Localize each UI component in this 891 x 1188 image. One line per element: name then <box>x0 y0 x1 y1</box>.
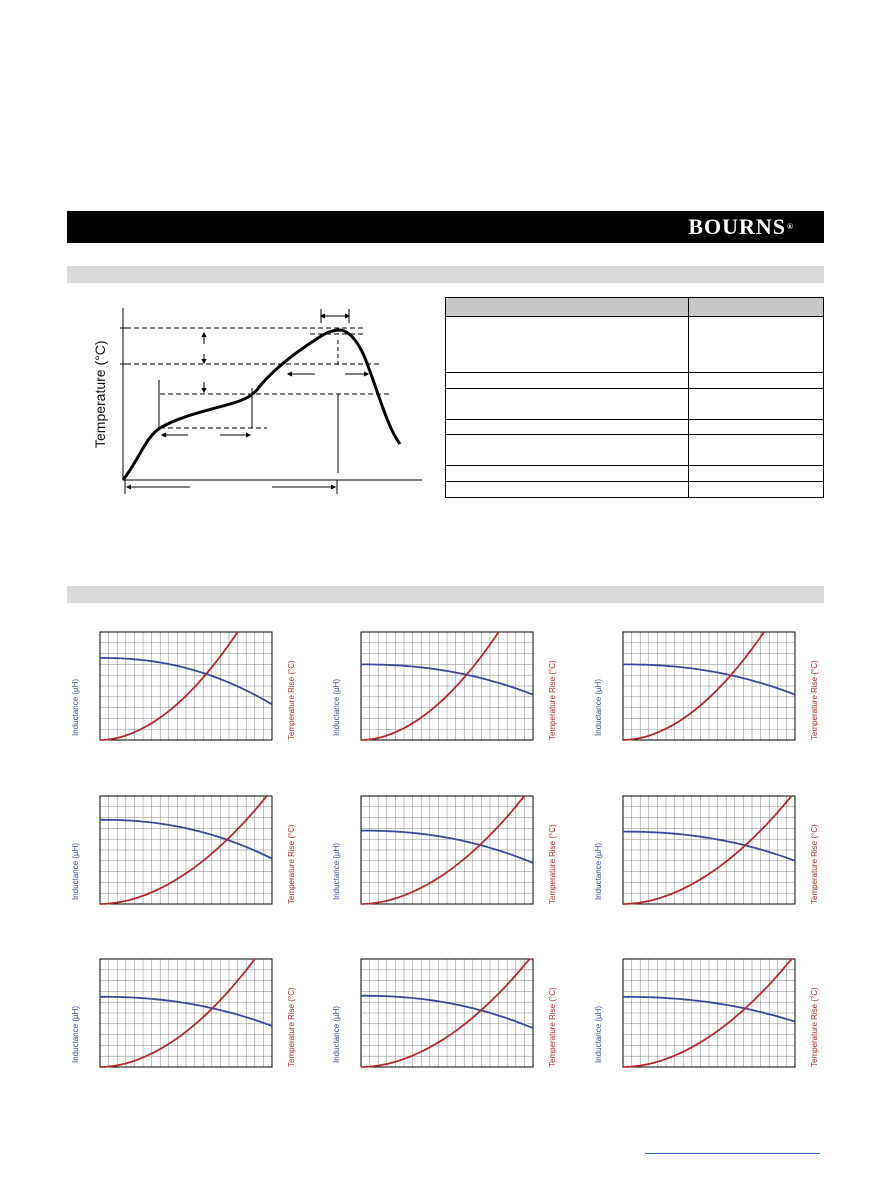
inductance-graph <box>590 630 852 770</box>
table-row <box>446 373 824 389</box>
temperature-rise-axis-label: Temperature Rise (°C) <box>548 660 557 740</box>
inductance-axis-label: Inductance (µH) <box>332 678 341 736</box>
inductance-graph <box>67 630 329 770</box>
inductance-axis-label: Inductance (µH) <box>71 678 80 736</box>
reflow-profile-chart <box>70 298 430 503</box>
inductance-graph <box>590 957 852 1097</box>
inductance-axis-label: Inductance (µH) <box>594 678 603 736</box>
temperature-rise-axis-label: Temperature Rise (°C) <box>287 824 296 904</box>
inductance-graph <box>328 794 590 934</box>
inductance-axis-label: Inductance (µH) <box>332 1005 341 1063</box>
table-row <box>446 420 824 435</box>
section-bar-soldering <box>67 266 824 283</box>
inductance-axis-label: Inductance (µH) <box>594 842 603 900</box>
bourns-logo: BOURNS® <box>688 214 794 239</box>
inductance-graph <box>67 794 329 934</box>
temperature-rise-axis-label: Temperature Rise (°C) <box>287 987 296 1067</box>
inductance-graph <box>328 630 590 770</box>
inductance-axis-label: Inductance (µH) <box>594 1005 603 1063</box>
temperature-rise-axis-label: Temperature Rise (°C) <box>810 660 819 740</box>
temperature-rise-axis-label: Temperature Rise (°C) <box>810 824 819 904</box>
section-bar-performance <box>67 586 824 603</box>
table-row <box>446 466 824 482</box>
spec-header-2 <box>689 298 824 317</box>
table-row <box>446 389 824 420</box>
inductance-axis-label: Inductance (µH) <box>71 842 80 900</box>
temperature-rise-axis-label: Temperature Rise (°C) <box>548 987 557 1067</box>
table-row <box>446 435 824 466</box>
inductance-graph <box>328 957 590 1097</box>
table-row <box>446 482 824 498</box>
inductance-axis-label: Inductance (µH) <box>71 1005 80 1063</box>
temperature-rise-axis-label: Temperature Rise (°C) <box>548 824 557 904</box>
header-bar <box>67 211 824 243</box>
footer-link-line[interactable] <box>645 1153 820 1154</box>
temperature-rise-axis-label: Temperature Rise (°C) <box>810 987 819 1067</box>
inductance-graph <box>590 794 852 934</box>
reflow-profile-svg <box>70 298 430 498</box>
reflow-curve <box>123 330 400 480</box>
spec-header-1 <box>446 298 689 317</box>
temperature-rise-axis-label: Temperature Rise (°C) <box>287 660 296 740</box>
reflow-y-axis-label: Temperature (°C) <box>92 340 108 448</box>
inductance-graph <box>67 957 329 1097</box>
inductance-axis-label: Inductance (µH) <box>332 842 341 900</box>
reflow-spec-table <box>445 297 824 498</box>
table-row <box>446 317 824 373</box>
